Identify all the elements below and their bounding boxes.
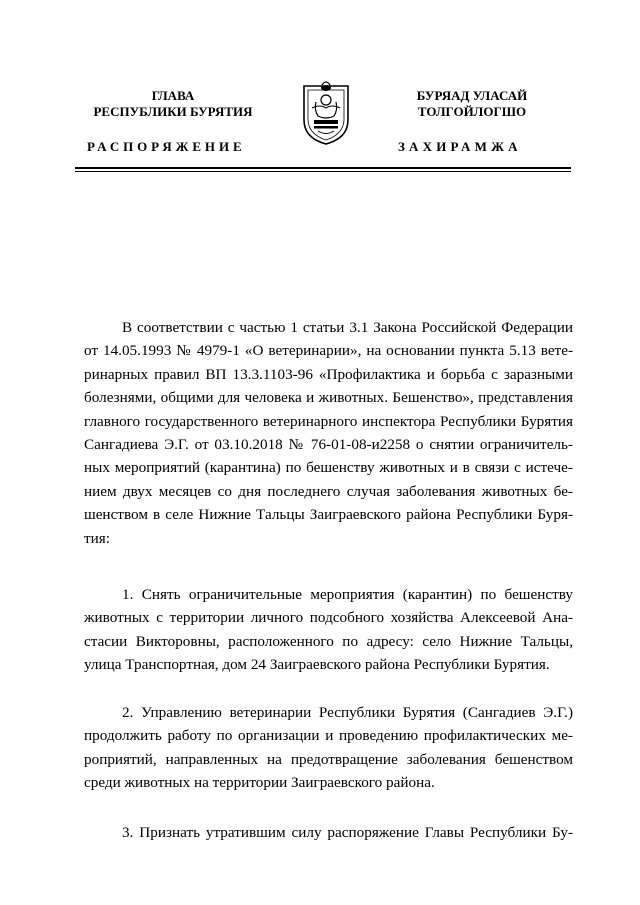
text-line: стасии Викторовны, расположенного по адресу: село Нижние Тальцы, [84, 632, 573, 650]
text-line: среди животных на территории Заиграевского района. [84, 774, 435, 792]
issuer-republic-buryat: БУРЯАД УЛАСАЙ [416, 88, 528, 103]
text-line: ных мероприятий (карантина) по бешенству животных и в связи с истече- [84, 459, 573, 477]
header-divider-thick [75, 167, 571, 169]
text-line: 2. Управлению ветеринарии Республики Бурятия (Сангадиев Э.Г.) [122, 704, 573, 721]
text-line: Сангадиева Э.Г. от 03.10.2018 № 76-01-08-и2258 о снятии ограничитель- [84, 435, 573, 453]
document-type-buryat: ЗАХИРАМЖА [398, 139, 522, 154]
issuer-block-buryat [388, 88, 556, 120]
text-line: улица Транспортная, дом 24 Заиграевского района Республики Бурятия. [84, 656, 550, 674]
text-line: шенством в селе Нижние Тальцы Заиграевского района Республики Буря- [84, 506, 573, 524]
header-divider-thin [75, 171, 571, 172]
text-line: главного государственного ветеринарного инспектора Республики Бурятия [84, 412, 573, 430]
order-item-2 [84, 701, 573, 795]
text-line: В соответствии с частью 1 статьи 3.1 Закона Российской Федерации [122, 319, 573, 336]
issuer-title: ГЛАВА [151, 88, 195, 103]
text-line: болезнями, общими для человека и животных. Бешенство», представления [84, 389, 573, 407]
order-item-3 [84, 821, 573, 844]
issuer-title-buryat: ТОЛГОЙЛОГШО [417, 104, 527, 119]
document-type-russian: РАСПОРЯЖЕНИЕ [87, 139, 246, 154]
preamble-paragraph [84, 316, 573, 550]
text-line: нием двух месяцев со дня последнего случая заболевания животных бе- [84, 482, 573, 500]
text-line: 3. Признать утратившим силу распоряжение Главы Республики Бу- [122, 824, 573, 841]
buryatia-coat-of-arms-icon [300, 80, 352, 146]
order-item-1 [84, 583, 573, 677]
text-line: продолжить работу по организации и проведению профилактических ме- [84, 727, 573, 745]
issuer-republic: РЕСПУБЛИКИ БУРЯТИЯ [93, 104, 253, 119]
text-line: от 14.05.1993 № 4979-1 «О ветеринарии», на основании пункта 5.13 вете- [84, 342, 573, 360]
issuer-block-russian [84, 88, 262, 120]
text-line: 1. Снять ограничительные мероприятия (карантин) по бешенству [122, 586, 573, 603]
text-line: тия: [84, 529, 110, 547]
text-line: роприятий, направленных на предотвращение заболевания бешенством [84, 750, 573, 768]
text-line: животных с территории личного подсобного хозяйства Алексеевой Ана- [84, 609, 573, 627]
text-line: ринарных правил ВП 13.3.1103-96 «Профилактика и борьба с заразными [84, 365, 573, 383]
